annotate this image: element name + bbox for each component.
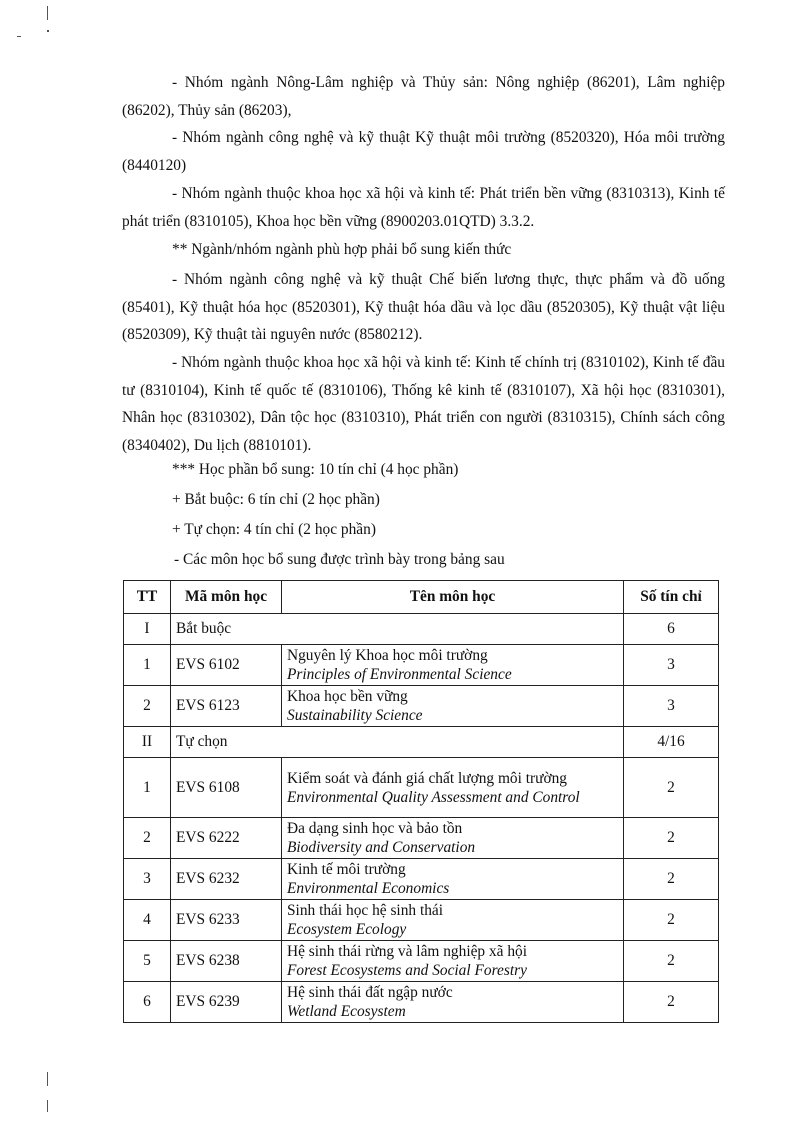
course-name-en: Sustainability Science [287, 707, 423, 724]
section-credits: 6 [624, 614, 719, 645]
table-row [124, 645, 719, 686]
course-name-vi: Kiểm soát và đánh giá chất lượng môi trường [287, 769, 568, 787]
course-name-en: Principles of Environmental Science [287, 666, 512, 683]
row-tt: 6 [124, 982, 171, 1023]
row-code: EVS 6232 [171, 859, 282, 900]
row-code: EVS 6108 [171, 758, 282, 818]
heading-supplementary-majors: ** Ngành/nhóm ngành phù hợp phải bổ sung kiến thức [172, 241, 512, 258]
header-credits: Số tín chỉ [624, 581, 719, 614]
table-row [124, 686, 719, 727]
course-name-en: Wetland Ecosystem [287, 1003, 406, 1020]
scan-mark [47, 1072, 48, 1086]
scan-mark [17, 36, 21, 37]
course-name-vi: Sinh thái học hệ sinh thái [287, 902, 444, 919]
scan-mark [47, 1100, 48, 1112]
course-name-vi: Đa dạng sinh học và bảo tồn [287, 820, 463, 837]
row-credits: 2 [624, 818, 719, 859]
row-tt: 2 [124, 818, 171, 859]
course-name-vi: Nguyên lý Khoa học môi trường [287, 647, 488, 664]
paragraph-social-supplementary: - Nhóm ngành thuộc khoa học xã hội và kinh tế: Kinh tế chính trị (8310102), Kinh tế đầu tư (8310104), Kinh tế quốc tế (8310106), Thống kê kinh tế (8310107), Xã hội học (8310301), Nhân học (8310302), Dân tộc học (8310310), Phát triển con người (8310315), Chính sách công (8340402), Du lịch (8810101). [122, 354, 725, 454]
section-row-required [124, 614, 719, 645]
section-label: Tự chọn [171, 727, 624, 758]
header-tt: TT [124, 581, 171, 614]
row-tt: 1 [124, 758, 171, 818]
row-name [282, 645, 624, 686]
table-row [124, 758, 719, 818]
course-name-vi: Khoa học bền vững [287, 688, 408, 705]
course-name-vi: Hệ sinh thái đất ngập nước [287, 984, 453, 1001]
row-code: EVS 6238 [171, 941, 282, 982]
text-required-credits: + Bắt buộc: 6 tín chỉ (2 học phần) [172, 491, 380, 508]
paragraph-tech-supplementary: - Nhóm ngành công nghệ và kỹ thuật Chế biến lương thực, thực phẩm và đồ uống (85401), Kỹ thuật hóa học (8520301), Kỹ thuật hóa dầu và lọc dầu (8520305), Kỹ thuật vật liệu (8520309), Kỹ thuật tài nguyên nước (8580212). [122, 271, 725, 343]
row-credits: 3 [624, 686, 719, 727]
section-label: Bắt buộc [171, 614, 624, 645]
row-tt: 3 [124, 859, 171, 900]
section-tt: II [124, 727, 171, 758]
row-credits: 2 [624, 758, 719, 818]
row-code: EVS 6222 [171, 818, 282, 859]
row-code: EVS 6233 [171, 900, 282, 941]
text-elective-credits: + Tự chọn: 4 tín chỉ (2 học phần) [172, 521, 376, 538]
course-name-en: Environmental Economics [287, 880, 450, 897]
row-name [282, 900, 624, 941]
header-code: Mã môn học [171, 581, 282, 614]
row-name [282, 758, 624, 818]
section-credits: 4/16 [624, 727, 719, 758]
row-name [282, 818, 624, 859]
row-tt: 1 [124, 645, 171, 686]
row-credits: 2 [624, 859, 719, 900]
course-name-en: Environmental Quality Assessment and Control [287, 788, 580, 806]
course-name-en: Forest Ecosystems and Social Forestry [287, 962, 527, 979]
row-tt: 5 [124, 941, 171, 982]
scan-mark [47, 30, 49, 32]
paragraph-env-tech: - Nhóm ngành công nghệ và kỹ thuật Kỹ thuật môi trường (8520320), Hóa môi trường (8440120) [122, 129, 725, 174]
table-header-row [124, 581, 719, 614]
row-credits: 3 [624, 645, 719, 686]
course-name-en: Biodiversity and Conservation [287, 839, 476, 856]
row-code: EVS 6102 [171, 645, 282, 686]
row-name [282, 686, 624, 727]
section-row-elective [124, 727, 719, 758]
paragraph-social-econ: - Nhóm ngành thuộc khoa học xã hội và kinh tế: Phát triển bền vững (8310313), Kinh tế phát triển (8310105), Khoa học bền vững (8900203.01QTD) 3.3.2. [122, 185, 725, 230]
section-tt: I [124, 614, 171, 645]
table-row [124, 900, 719, 941]
course-name-en: Ecosystem Ecology [287, 921, 407, 938]
row-code: EVS 6123 [171, 686, 282, 727]
row-code: EVS 6239 [171, 982, 282, 1023]
heading-supplementary-courses: *** Học phần bổ sung: 10 tín chỉ (4 học phần) [172, 461, 459, 478]
course-name-vi: Hệ sinh thái rừng và lâm nghiệp xã hội [287, 943, 528, 960]
table-row [124, 859, 719, 900]
row-tt: 4 [124, 900, 171, 941]
text-table-intro: - Các môn học bổ sung được trình bày trong bảng sau [174, 551, 505, 568]
course-table [123, 580, 719, 1023]
row-tt: 2 [124, 686, 171, 727]
row-credits: 2 [624, 982, 719, 1023]
paragraph-agriculture: - Nhóm ngành Nông-Lâm nghiệp và Thủy sản: Nông nghiệp (86201), Lâm nghiệp (86202), Thủy sản (86203), [122, 74, 725, 119]
row-name [282, 859, 624, 900]
course-name-vi: Kinh tế môi trường [287, 861, 406, 878]
table-row [124, 982, 719, 1023]
header-name: Tên môn học [282, 581, 624, 614]
row-credits: 2 [624, 900, 719, 941]
row-name [282, 941, 624, 982]
row-credits: 2 [624, 941, 719, 982]
table-row [124, 941, 719, 982]
row-name [282, 982, 624, 1023]
scan-mark [47, 6, 48, 20]
table-row [124, 818, 719, 859]
